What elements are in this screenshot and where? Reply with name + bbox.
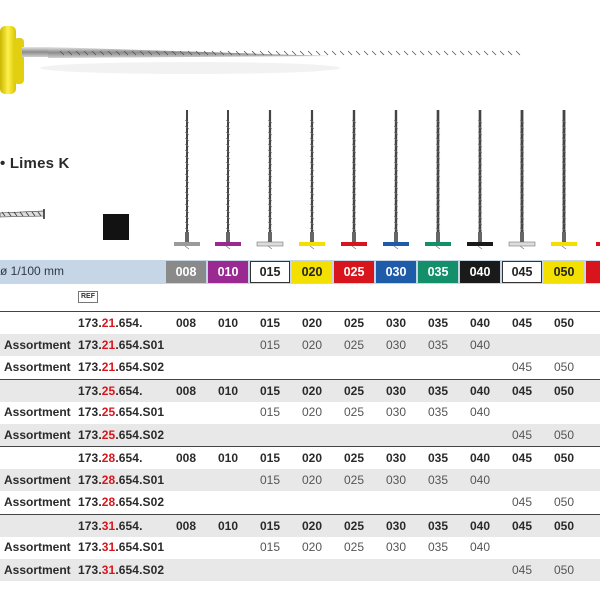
ref-prefix: 173. [78,562,102,577]
size-cell: 008 [175,316,197,330]
size-cell: 015 [259,383,281,398]
size-cell: 045 [511,562,533,577]
ref-prefix: 173. [78,337,102,352]
table-row [0,536,600,558]
table-row [0,379,600,402]
ref-suffix: .654.S02 [115,360,165,374]
size-chip-050: 050 [544,261,584,283]
ref-prefix: 173. [78,495,102,509]
ref-length-code: 28 [101,472,116,487]
ref-length-code: 21 [101,337,116,352]
row-ref [78,540,164,554]
row-ref [78,451,143,465]
ref-suffix: .654.S02 [115,495,165,509]
row-label: Assortment [4,472,71,487]
size-chip-035: 035 [418,261,458,283]
ref-length-code: 25 [101,383,116,398]
row-ref [78,405,164,419]
row-ref [78,384,143,398]
ref-length-code: 28 [101,495,116,509]
file-icon-025 [341,110,367,249]
size-cell: 025 [343,540,365,554]
size-cell: 015 [259,316,281,330]
size-cell: 035 [427,316,449,330]
ref-prefix: 173. [78,427,102,442]
page-title: • Limes K [0,155,70,172]
file-handle-collar [14,38,24,84]
ref-suffix: .654.S02 [115,427,165,442]
size-cell: 035 [427,518,449,533]
row-label: Assortment [4,562,71,577]
size-cell: 030 [385,337,407,352]
file-icon-045 [509,110,535,249]
file-icon-015 [257,110,283,249]
size-cell: 020 [301,405,323,419]
row-label: Assortment [4,337,71,352]
ref-suffix: .654.S01 [115,472,165,487]
ref-suffix: .654. [115,451,143,465]
size-cell: 045 [511,427,533,442]
size-chip-045: 045 [502,261,542,283]
ref-length-code: 25 [101,427,116,442]
file-icon-035 [425,110,451,249]
size-cell: 025 [343,518,365,533]
size-cell: 025 [343,451,365,465]
size-chip-015: 015 [250,261,290,283]
row-label: Assortment [4,360,71,374]
size-cell: 035 [427,383,449,398]
size-cell: 008 [175,518,197,533]
size-cell: 025 [343,383,365,398]
ref-prefix: 173. [78,472,102,487]
size-cell: 020 [301,518,323,533]
size-cell: 020 [301,337,323,352]
table-row [0,311,600,334]
size-chip-020: 020 [292,261,332,283]
size-cell: 015 [259,451,281,465]
size-cell: 025 [343,405,365,419]
ref-suffix: .654. [115,383,143,398]
size-cell: 020 [301,383,323,398]
size-cell: 025 [343,316,365,330]
size-cell: 040 [469,540,491,554]
size-cell: 010 [217,451,239,465]
file-icon-008 [174,110,200,249]
ref-length-code: 28 [101,451,116,465]
size-chip-030: 030 [376,261,416,283]
row-label: Assortment [4,495,71,509]
size-cell: 030 [385,472,407,487]
size-cell: 030 [385,405,407,419]
size-cell: 050 [553,562,575,577]
table-row [0,491,600,513]
ref-suffix: .654.S01 [115,405,165,419]
row-ref [78,428,164,442]
table-row [0,469,600,491]
size-chip-partial [586,261,600,283]
size-cell: 045 [511,451,533,465]
ref-length-code: 25 [101,405,116,419]
ref-suffix: .654.S02 [115,562,165,577]
size-cell: 035 [427,540,449,554]
file-icon-020 [299,110,325,249]
row-label: Assortment [4,427,71,442]
size-cell: 008 [175,451,197,465]
size-header-label: ø 1/100 mm [0,264,65,278]
size-chip-025: 025 [334,261,374,283]
size-cell: 050 [553,427,575,442]
ref-label: REF [78,291,98,303]
size-cell: 008 [175,383,197,398]
ref-suffix: .654.S01 [115,337,165,352]
size-cell: 040 [469,383,491,398]
ref-prefix: 173. [78,360,102,374]
file-icon-030 [383,110,409,249]
size-cell: 025 [343,472,365,487]
row-label: Assortment [4,405,71,419]
ref-length-code: 31 [101,562,116,577]
row-ref [78,338,164,352]
size-cell: 040 [469,337,491,352]
row-ref [78,316,143,330]
ref-prefix: 173. [78,316,102,330]
table-row [0,401,600,423]
k-file-hero-illustration [0,0,600,110]
table-row [0,424,600,446]
size-cell: 045 [511,360,533,374]
file-shank [22,47,50,57]
row-ref [78,360,164,374]
row-ref [78,519,143,533]
file-size-illustrations [0,100,600,260]
row-label: Assortment [4,540,71,554]
table-row [0,446,600,469]
size-cell: 050 [553,451,575,465]
file-icon-050 [551,110,577,249]
table-row [0,514,600,537]
size-cell: 040 [469,316,491,330]
row-ref [78,563,164,577]
ref-suffix: .654.S01 [115,540,165,554]
size-cell: 030 [385,316,407,330]
size-cell: 035 [427,451,449,465]
size-cell: 020 [301,316,323,330]
size-cell: 045 [511,316,533,330]
size-cell: 015 [259,472,281,487]
size-cell: 020 [301,540,323,554]
size-cell: 040 [469,518,491,533]
ref-suffix: .654. [115,316,143,330]
size-cell: 025 [343,337,365,352]
size-chip-040: 040 [460,261,500,283]
size-cell: 010 [217,383,239,398]
row-ref [78,495,164,509]
size-cell: 040 [469,472,491,487]
size-cell: 030 [385,540,407,554]
size-chip-010: 010 [208,261,248,283]
ref-suffix: .654. [115,518,143,533]
size-cell: 015 [259,518,281,533]
size-cell: 045 [511,383,533,398]
table-row [0,334,600,356]
size-cell: 035 [427,337,449,352]
ref-length-code: 21 [101,316,116,330]
size-cell: 050 [553,316,575,330]
k-file-side-icon [0,209,44,219]
ref-prefix: 173. [78,540,102,554]
ref-length-code: 31 [101,540,116,554]
size-cell: 020 [301,472,323,487]
size-cell: 050 [553,383,575,398]
size-cell: 045 [511,495,533,509]
size-cell: 015 [259,337,281,352]
table-row [0,559,600,581]
size-cell: 050 [553,360,575,374]
file-icon-040 [467,110,493,249]
size-cell: 015 [259,405,281,419]
file-icon-010 [215,110,241,249]
size-cell: 050 [553,518,575,533]
size-cell: 015 [259,540,281,554]
ref-prefix: 173. [78,383,102,398]
row-ref [78,473,164,487]
size-chip-008: 008 [166,261,206,283]
black-color-swatch [103,214,129,240]
size-cell: 050 [553,495,575,509]
ref-length-code: 21 [101,360,116,374]
file-handle [0,26,16,94]
ref-prefix: 173. [78,451,102,465]
size-cell: 020 [301,451,323,465]
table-row [0,356,600,378]
size-cell: 010 [217,518,239,533]
size-cell: 010 [217,316,239,330]
size-cell: 035 [427,472,449,487]
size-cell: 030 [385,451,407,465]
size-cell: 040 [469,405,491,419]
ref-length-code: 31 [101,518,116,533]
file-shadow [40,62,340,74]
size-cell: 035 [427,405,449,419]
ref-prefix: 173. [78,518,102,533]
ref-prefix: 173. [78,405,102,419]
size-cell: 030 [385,383,407,398]
size-cell: 045 [511,518,533,533]
size-cell: 040 [469,451,491,465]
size-cell: 030 [385,518,407,533]
file-icon-partial [596,242,600,246]
